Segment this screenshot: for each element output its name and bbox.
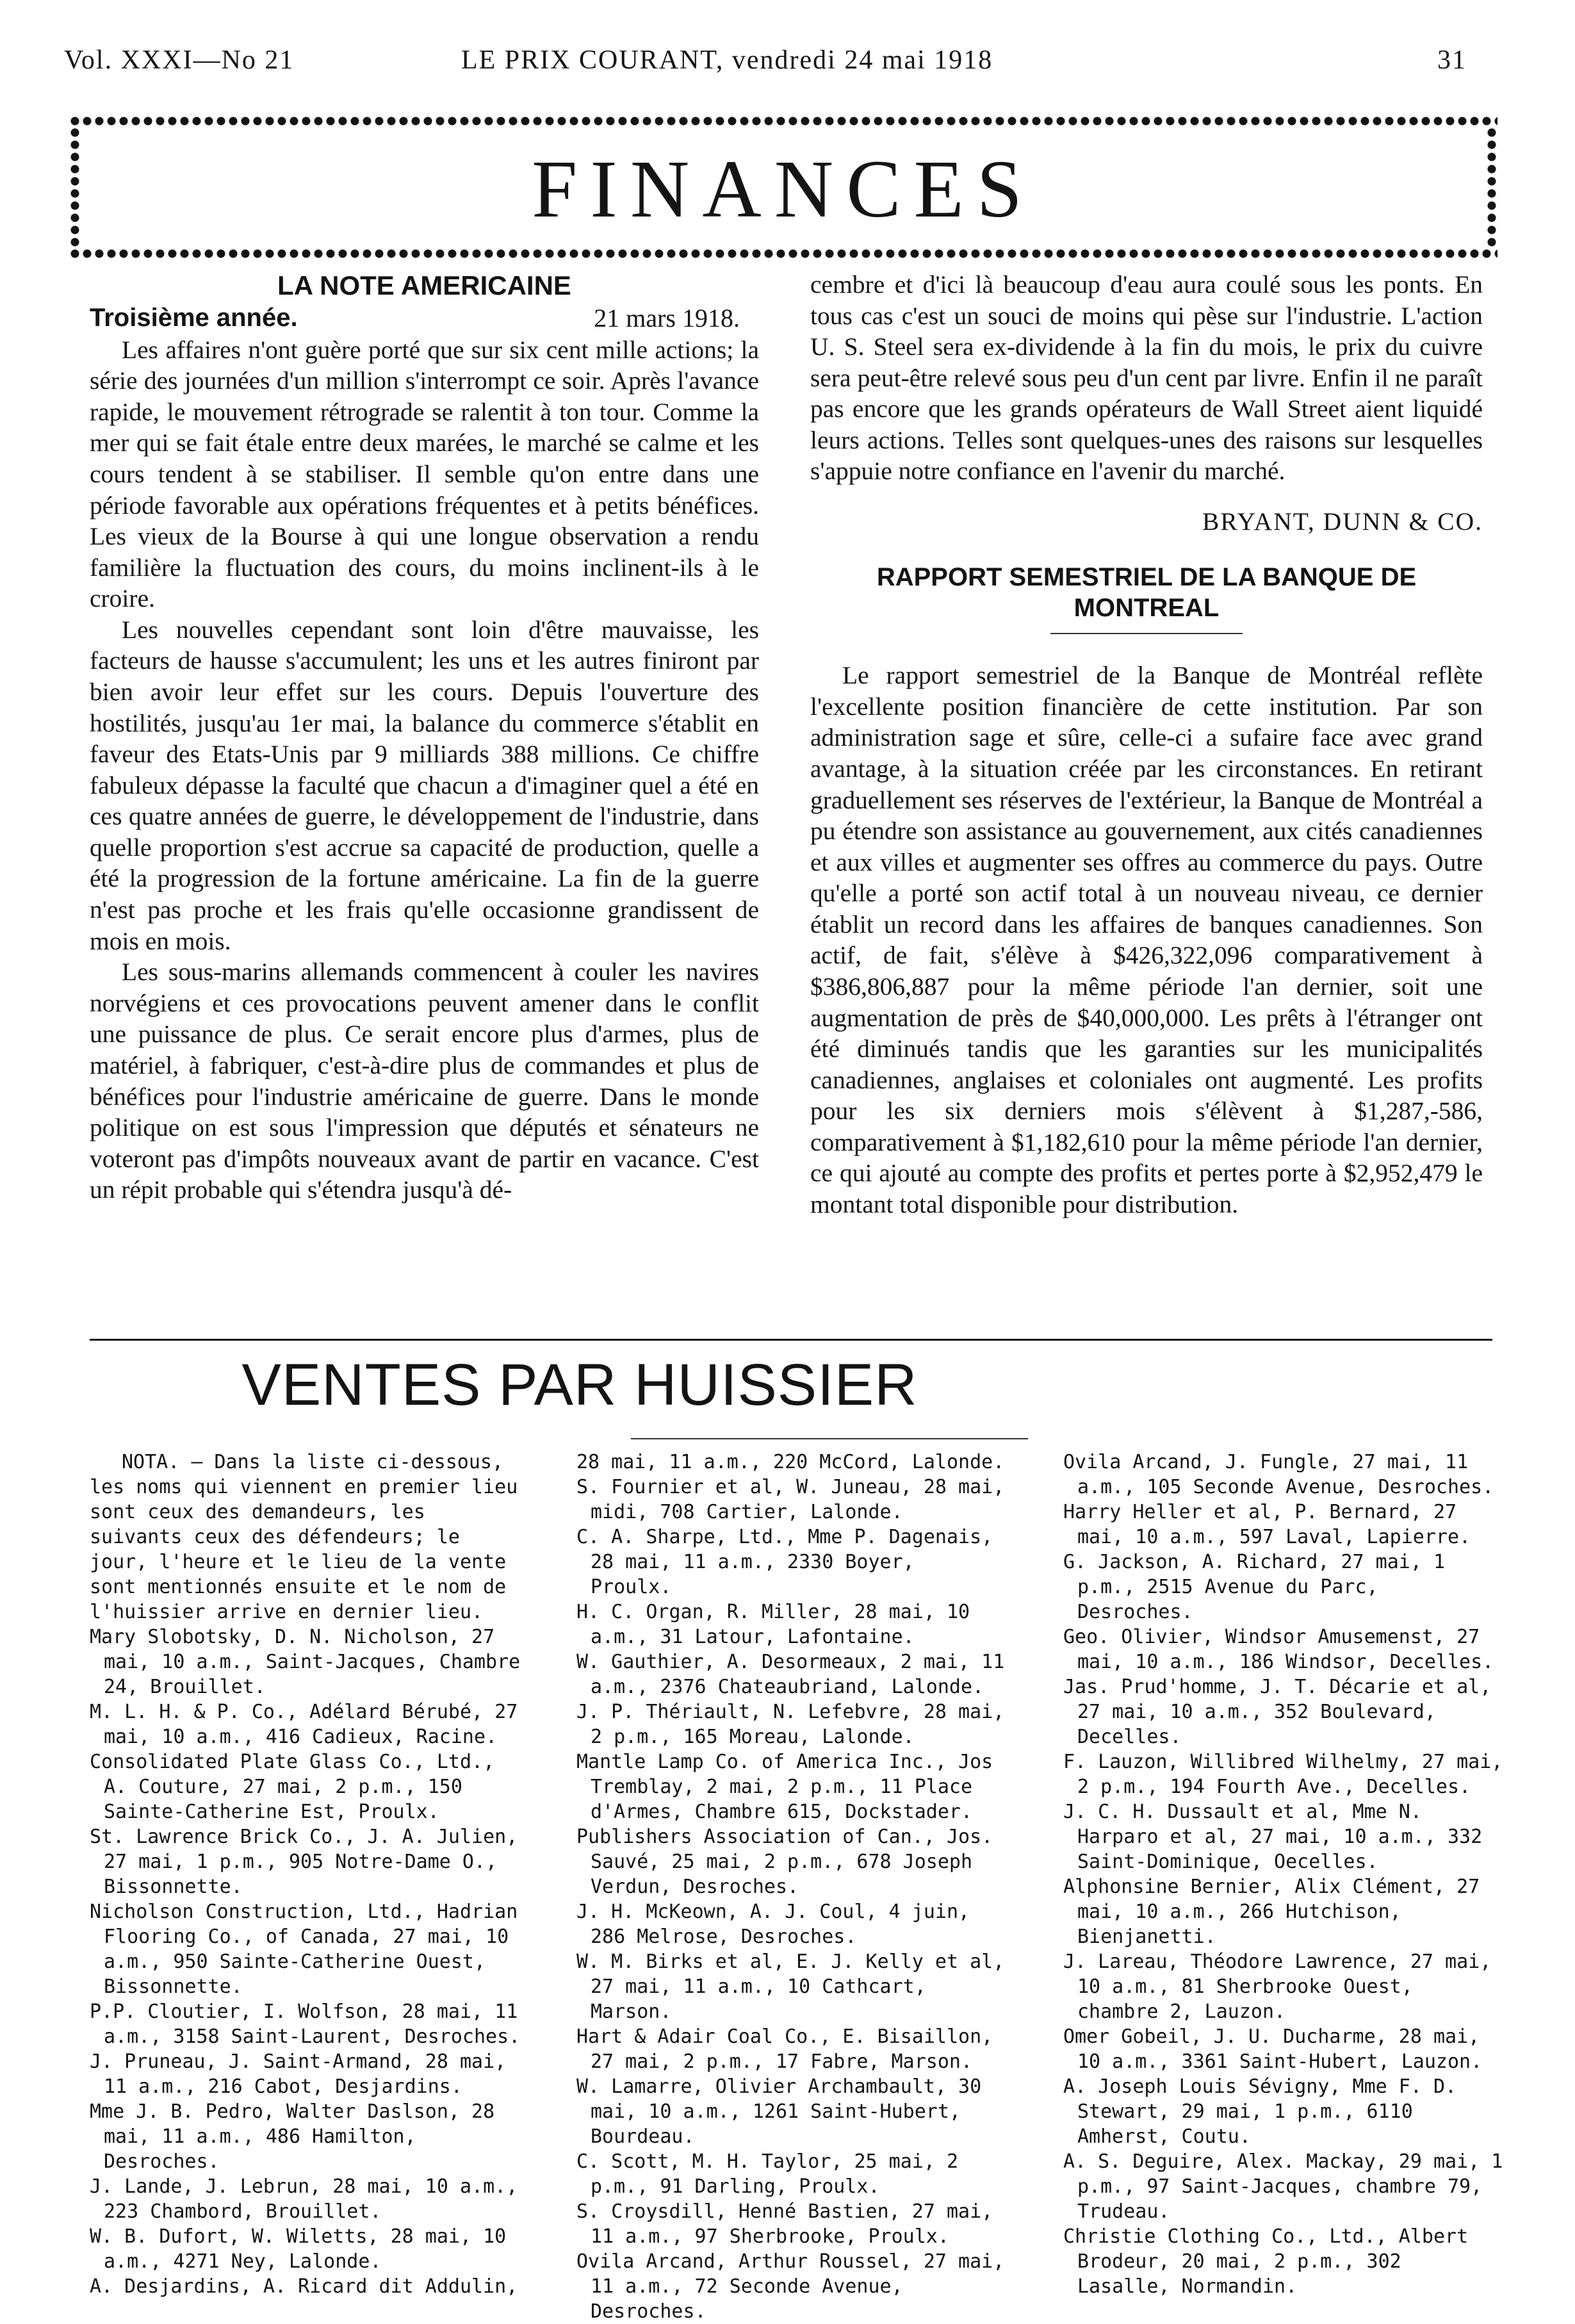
sale-entry: P.P. Cloutier, I. Wolfson, 28 mai, 11 a.m., 3158 Saint-Laurent, Desroches. [90, 2001, 521, 2048]
sale-entry: J. H. McKeown, A. J. Coul, 4 juin, 286 Melrose, Desroches. [576, 1901, 970, 1948]
volume-number: Vol. XXXI—No 21 [64, 45, 295, 75]
nota-note: NOTA. — Dans la liste ci-dessous, les noms qui viennent en premier lieu sont ceux des demandeurs, les suivants ceux des défendeurs; le jour, l'heure et le lieu de la vente sont mentionnés ensuite et le nom de l'huissier arrive en dernier lieu. [90, 1451, 518, 1623]
article-paragraph: Les affaires n'ont guère porté que sur six cent mille actions; la série des journées d'un million s'interrompt ce soir. Après l'avance rapide, le mouvement rétrograde se ralentit à ton tour. Comme la mer qui se fait étale entre deux marées, le marché se calme et les cours tendent à se stabiliser. Il semble qu'on entre dans une période favorable aux opérations fréquentes et à petits bénéfices. Les vieux de la Bourse à qui une longue observation a rendu familière la fluctuation des cours, du moins inclinent-ils à le croire. [90, 335, 759, 613]
sale-entry: Ovila Arcand, Arthur Roussel, 27 mai, 11 a.m., 72 Seconde Avenue, Desroches. [576, 2250, 1005, 2323]
sale-entry: Alphonsine Bernier, Alix Clément, 27 mai, 10 a.m., 266 Hutchison, Bienjanetti. [1063, 1876, 1480, 1948]
sale-entry: Ovila Arcand, J. Fungle, 27 mai, 11 a.m., 105 Seconde Avenue, Desroches. [1063, 1451, 1494, 1498]
sale-entry: J. Lareau, Théodore Lawrence, 27 mai, 10 a.m., 81 Sherbrooke Ouest, chambre 2, Lauzon. [1063, 1951, 1492, 2023]
sales-list-column-3 [1063, 1450, 1505, 2299]
article-heading: LA NOTE AMERICAINE [277, 270, 571, 300]
section-divider [90, 1339, 1492, 1341]
article-column-left [90, 269, 759, 1206]
divider [1050, 633, 1243, 634]
sale-entry: A. Desjardins, A. Ricard dit Addulin, [90, 2275, 518, 2298]
finances-banner [69, 115, 1497, 259]
sales-list-column-1 [90, 1450, 525, 2299]
article-paragraph: Les nouvelles cependant sont loin d'être mauvaisse, les facteurs de hausse s'accumulent; les uns et les autres finiront par bien avoir leur effet sur les cours. Depuis l'ouverture des hostilités, jusqu'au 1er mai, la balance du commerce s'établit en faveur des Etats-Unis par 9 milliards 388 millions. Ce chiffre fabuleux dépasse la faculté que chacun a d'imaginer quel a été en ces quatre années de guerre, le développement de l'industrie, dans quelle proportion s'est accrue sa capacité de production, quelle a été la progression de la fortune américaine. La fin de la guerre n'est pas proche et les frais qu'elle occasionne grandissent de mois en mois. [90, 615, 759, 955]
sale-entry: Mantle Lamp Co. of America Inc., Jos Tremblay, 2 mai, 2 p.m., 11 Place d'Armes, Chambre 615, Dockstader. [576, 1751, 993, 1823]
rapport-paragraph: Le rapport semestriel de la Banque de Montréal reflète l'excellente position financière de cette institution. Par son administration sage et sûre, celle-ci a sufaire face avec grand avantage, à la situation créée par les circonstances. En retirant graduellement ses réserves de l'extérieur, la Banque de Montréal a pu étendre son assistance au gouvernement, aux cités canadiennes et aux villes et augmenter ses offres au commerce du pays. Outre qu'elle a porté son actif total à un nouveau niveau, ce dernier établit un record dans les affaires de banques canadiennes. Son actif, de fait, s'élève à $426,322,096 comparativement à $386,806,887 pour la même période l'an dernier, soit une augmentation de près de $40,000,000. Les prêts à l'étranger ont été diminués tandis que les garanties sur les municipalités canadiennes, anglaises et coloniales ont augmenté. Les profits pour les six derniers mois s'élèvent à $1,287,-586, comparativement à $1,182,610 pour la même période l'an dernier, ce qui ajouté au compte des profits et pertes porte à $2,952,479 le montant total disponible pour distribution. [810, 661, 1483, 1219]
sale-entry: Hart & Adair Coal Co., E. Bisaillon, 27 mai, 2 p.m., 17 Fabre, Marson. [576, 2025, 993, 2073]
article-paragraph: Les sous-marins allemands commencent à couler les navires norvégiens et ces provocations peuvent amener dans le conflit une puissance de plus. Ce serait encore plus d'armes, plus de matériel, à fabriquer, c'est-à-dire plus de commandes et plus de bénéfices pour l'industrie américaine de guerre. Dans le monde politique on est sous l'impression que députés et sénateurs ne voteront pas d'impôts nouveaux avant de partir en vacance. C'est un répit probable qui s'étendra jusqu'à dé- [90, 958, 759, 1204]
sale-entry: 28 mai, 11 a.m., 220 McCord, Lalonde. [576, 1451, 1005, 1473]
sale-entry: A. Joseph Louis Sévigny, Mme F. D. Stewart, 29 mai, 1 p.m., 6110 Amherst, Coutu. [1063, 2075, 1457, 2148]
sale-entry: C. A. Sharpe, Ltd., Mme P. Dagenais, 28 mai, 11 a.m., 2330 Boyer, Proulx. [576, 1526, 993, 1598]
section-title: FINANCES [532, 143, 1035, 234]
sale-entry: Christie Clothing Co., Ltd., Albert Brodeur, 20 mai, 2 p.m., 302 Lasalle, Normandin. [1063, 2225, 1469, 2298]
article-column-right [810, 269, 1483, 1220]
page-number: 31 [1437, 45, 1467, 75]
sale-entry: J. Lande, J. Lebrun, 28 mai, 10 a.m., 223 Chambord, Brouillet. [90, 2175, 518, 2223]
sale-entry: S. Croysdill, Henné Bastien, 27 mai, 11 a.m., 97 Sherbrooke, Proulx. [576, 2200, 993, 2248]
sale-entry: Geo. Olivier, Windsor Amusemenst, 27 mai, 10 a.m., 186 Windsor, Decelles. [1063, 1626, 1494, 1673]
sale-entry: S. Fournier et al, W. Juneau, 28 mai, midi, 708 Cartier, Lalonde. [576, 1476, 1005, 1523]
sale-entry: Nicholson Construction, Ltd., Hadrian Flooring Co., of Canada, 27 mai, 10 a.m., 950 Sainte-Catherine Ouest, Bissonnette. [90, 1901, 518, 1998]
sale-entry: St. Lawrence Brick Co., J. A. Julien, 27 mai, 1 p.m., 905 Notre-Dame O., Bissonnette. [90, 1826, 518, 1898]
article-continuation: cembre et d'ici là beaucoup d'eau aura coulé sous les ponts. En tous cas c'est un souci de moins qui pèse sur l'industrie. L'action U. S. Steel sera ex-dividende à la fin du mois, le prix du cuivre sera peut-être relevé sous peu d'un cent par livre. Enfin il ne paraît pas encore que les grands opérateurs de Wall Street aient liquidé leurs actions. Telles sont quelques-unes des raisons sur lesquelles s'appuie notre confiance en l'avenir du marché. [810, 270, 1483, 486]
article-date: 21 mars 1918. [594, 303, 740, 332]
ventes-heading: VENTES PAR HUISSIER [241, 1352, 918, 1418]
article-signature: BRYANT, DUNN & CO. [1202, 507, 1483, 536]
sale-entry: F. Lauzon, Willibred Wilhelmy, 27 mai, 2 p.m., 194 Fourth Ave., Decelles. [1063, 1751, 1503, 1798]
running-head [64, 45, 1467, 90]
rapport-heading: RAPPORT SEMESTRIEL DE LA BANQUE DE MONTREAL [876, 562, 1417, 623]
sale-entry: J. Pruneau, J. Saint-Armand, 28 mai, 11 a.m., 216 Cabot, Desjardins. [90, 2050, 507, 2098]
sale-entry: J. P. Thériault, N. Lefebvre, 28 mai, 2 p.m., 165 Moreau, Lalonde. [576, 1701, 1005, 1748]
sale-entry: W. Gauthier, A. Desormeaux, 2 mai, 11 a.m., 2376 Chateaubriand, Lalonde. [576, 1651, 1005, 1698]
sale-entry: W. B. Dufort, W. Wiletts, 28 mai, 10 a.m., 4271 Ney, Lalonde. [90, 2225, 507, 2273]
sale-entry: Mme J. B. Pedro, Walter Daslson, 28 mai, 11 a.m., 486 Hamilton, Desroches. [90, 2100, 495, 2173]
sale-entry: Harry Heller et al, P. Bernard, 27 mai, 10 a.m., 597 Laval, Lapierre. [1063, 1501, 1471, 1548]
heading-underline [631, 1438, 1028, 1439]
sale-entry: J. C. H. Dussault et al, Mme N. Harparo et al, 27 mai, 10 a.m., 332 Saint-Dominique, Oecelles. [1063, 1801, 1483, 1873]
sale-entry: C. Scott, M. H. Taylor, 25 mai, 2 p.m., 91 Darling, Proulx. [576, 2150, 959, 2198]
sale-entry: M. L. H. & P. Co., Adélard Bérubé, 27 mai, 10 a.m., 416 Cadieux, Racine. [90, 1701, 518, 1748]
journal-title-date: LE PRIX COURANT, vendredi 24 mai 1918 [461, 45, 993, 75]
dotted-border-bottom [69, 248, 1497, 259]
sale-entry: W. M. Birks et al, E. J. Kelly et al, 27 mai, 11 a.m., 10 Cathcart, Marson. [576, 1951, 1005, 2023]
sale-entry: Mary Slobotsky, D. N. Nicholson, 27 mai, 10 a.m., Saint-Jacques, Chambre 24, Brouillet. [90, 1626, 521, 1698]
sales-list-column-2 [576, 1450, 1006, 2324]
sale-entry: G. Jackson, A. Richard, 27 mai, 1 p.m., 2515 Avenue du Parc, Desroches. [1063, 1551, 1446, 1623]
article-subheading: Troisième année. [90, 303, 298, 332]
sale-entry: H. C. Organ, R. Miller, 28 mai, 10 a.m., 31 Latour, Lafontaine. [576, 1601, 970, 1648]
sale-entry: W. Lamarre, Olivier Archambault, 30 mai, 10 a.m., 1261 Saint-Hubert, Bourdeau. [576, 2075, 982, 2148]
sale-entry: Publishers Association of Can., Jos. Sauvé, 25 mai, 2 p.m., 678 Joseph Verdun, Desroches. [576, 1826, 993, 1898]
article-subheading-row [90, 302, 759, 334]
dotted-border-top [69, 115, 1497, 127]
sale-entry: Omer Gobeil, J. U. Ducharme, 28 mai, 10 a.m., 3361 Saint-Hubert, Lauzon. [1063, 2025, 1483, 2073]
sale-entry: A. S. Deguire, Alex. Mackay, 29 mai, 1 p.m., 97 Saint-Jacques, chambre 79, Trudeau. [1063, 2150, 1503, 2223]
sale-entry: Jas. Prud'homme, J. T. Décarie et al, 27 mai, 10 a.m., 352 Boulevard, Decelles. [1063, 1676, 1492, 1748]
sale-entry: Consolidated Plate Glass Co., Ltd., A. Couture, 27 mai, 2 p.m., 150 Sainte-Catherine Est, Proulx. [90, 1751, 495, 1823]
